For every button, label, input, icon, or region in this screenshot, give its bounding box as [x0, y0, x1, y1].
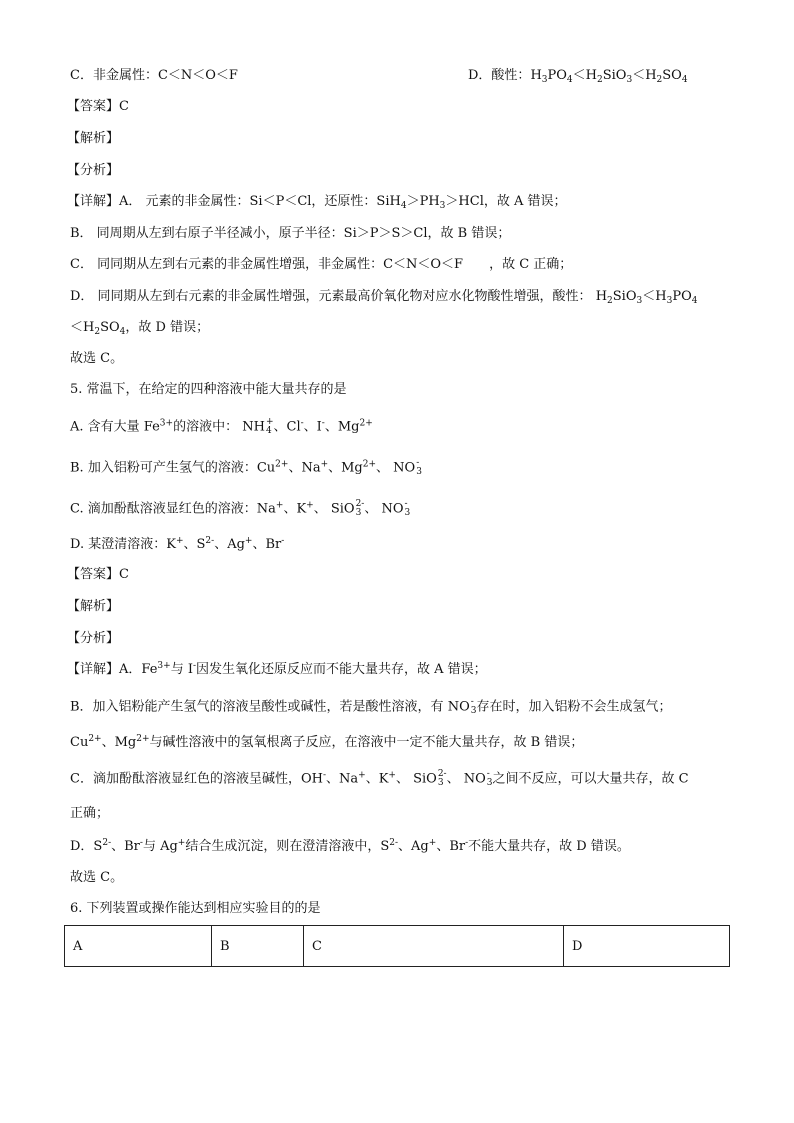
q4-conclusion: 故选 C。: [70, 351, 124, 366]
q5-answer: 【答案】C: [67, 567, 129, 582]
table-row: [65, 926, 730, 967]
q4-option-row: [70, 68, 688, 85]
q4-detail-d-cont: $<H_2SO_4$，故 D 错误；: [70, 320, 210, 337]
q4-option-c: C．非金属性：C＜N＜O＜F: [70, 68, 238, 83]
q6-options-table: [64, 925, 730, 967]
q5-option-d: D. 某澄清溶液：K+、$S^{2-}$、Ag+、Br-: [70, 536, 285, 552]
q5-fenxi: 【分析】: [67, 631, 120, 646]
q5-detail-d: D．$S^{2-}$、Br-与 Ag+结合生成沉淀，则在澄清溶液中，$S^{2-}$、Ag+、Br-不能大量共存，故 D 错误。: [70, 838, 630, 854]
q5-detail-c1: C．滴加酚酞溶液显红色的溶液呈碱性，OH-、Na+、K+、 SiO 2- 3 、 NO - 3 之间不反应，可以大量共存，故 C: [70, 769, 689, 788]
q6-cell-c: C: [304, 926, 564, 967]
q6-cell-d: D: [564, 926, 730, 967]
q5-detail-a: 【详解】A．$Fe^{3+}$与 I-因发生氧化还原反应而不能大量共存，故 A 错误；: [67, 661, 487, 677]
q4-detail-a: 【详解】A． 元素的非金属性：Si＜P＜Cl，还原性：$SiH_4>PH_3>HCl$，故 A 错误；: [67, 194, 567, 211]
q6-cell-b: B: [212, 926, 304, 967]
q6-stem: 6. 下列装置或操作能达到相应实验目的的是: [70, 901, 321, 916]
q5-option-a: A. 含有大量 $Fe^{3+}$的溶液中： NH + 4 、Cl-、I-、$Mg^{2+}$: [70, 417, 373, 436]
q4-jiexi: 【解析】: [67, 131, 120, 146]
q6-cell-a: A: [65, 926, 212, 967]
q5-detail-c2: 正确；: [70, 806, 110, 821]
q4-detail-c: C． 同同期从左到右元素的非金属性增强，非金属性：C＜N＜O＜F ，故 C 正确；: [70, 257, 573, 272]
q4-detail-b: B． 同周期从左到右原子半径减小，原子半径：Si＞P＞S＞Cl，故 B 错误；: [70, 226, 511, 241]
q4-fenxi: 【分析】: [67, 163, 120, 178]
q5-detail-b2: $Cu^{2+}$、$Mg^{2+}$与碱性溶液中的氢氧根离子反应，在溶液中一定不能大量共存，故 B 错误；: [70, 734, 584, 750]
q5-option-c: C. 滴加酚酞溶液显红色的溶液：Na+、K+、 SiO 2- 3 、 NO - 3: [70, 499, 411, 518]
q5-option-b: B. 加入铝粉可产生氢气的溶液：$Cu^{2+}$、Na+、$Mg^{2+}$、 NO - 3: [70, 458, 422, 477]
q4-answer: 【答案】C: [67, 99, 129, 114]
q4-detail-d: D． 同同期从左到右元素的非金属性增强，元素最高价氧化物对应水化物酸性增强，酸性： $H_2SiO_3<H_3PO_4$: [70, 289, 698, 306]
q5-detail-b1: B．加入铝粉能产生氢气的溶液呈酸性或碱性，若是酸性溶液，有 NO - 3 存在时，加入铝粉不会生成氢气；: [70, 697, 672, 716]
q5-stem: 5. 常温下，在给定的四种溶液中能大量共存的是: [70, 382, 347, 397]
q5-conclusion: 故选 C。: [70, 870, 124, 885]
q5-jiexi: 【解析】: [67, 599, 120, 614]
q4-option-d: D．酸性：$H_3PO_4<H_2SiO_3<H_2SO_4$: [468, 68, 688, 85]
